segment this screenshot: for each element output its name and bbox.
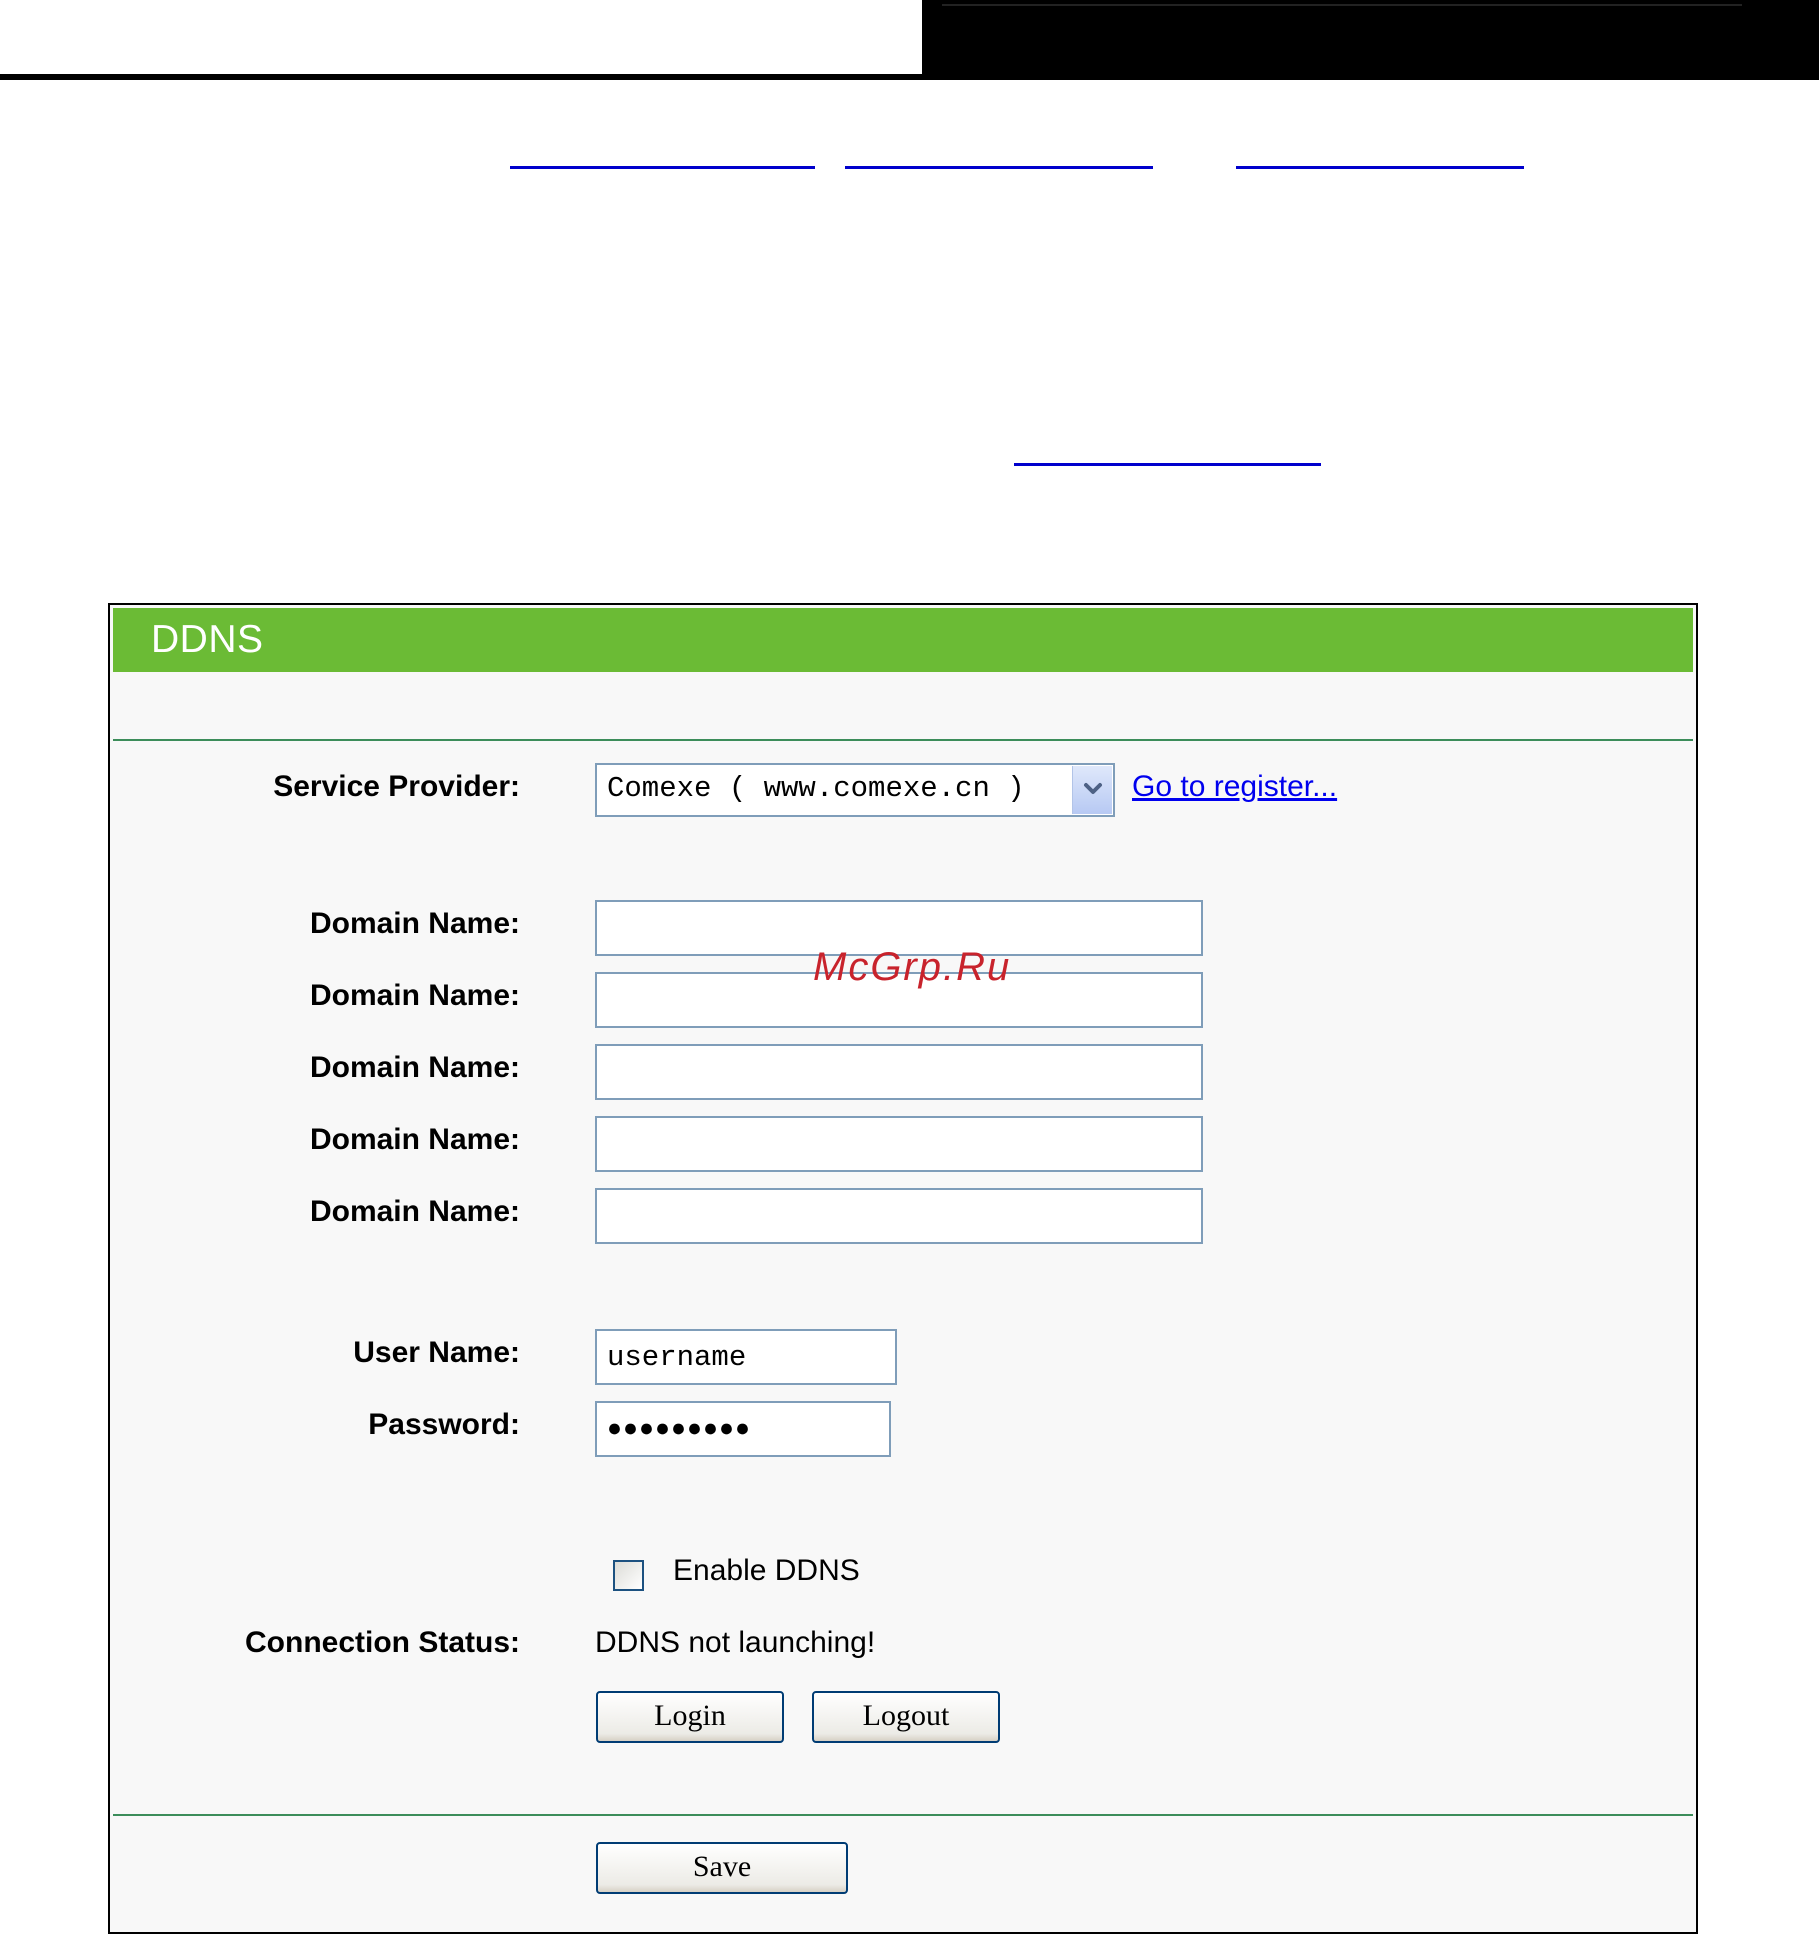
domain-name-label-5: Domain Name: [309,1195,520,1228]
link-underline-2 [845,166,1153,169]
logout-button[interactable]: Logout [812,1691,1000,1743]
domain-name-input-2[interactable] [595,972,1203,1028]
panel-top-divider [113,739,1693,741]
domain-name-input-1[interactable] [595,900,1203,956]
panel-bottom-divider [113,1814,1693,1816]
watermark-text: McGrp.Ru [813,945,1012,989]
user-name-label: User Name: [353,1336,520,1369]
domain-name-label-3: Domain Name: [309,1051,520,1084]
password-input[interactable] [595,1401,891,1457]
panel-title-bar [113,608,1693,672]
user-name-input[interactable] [595,1329,897,1385]
header-inner-line [942,4,1742,6]
save-button[interactable]: Save [596,1842,848,1894]
header-rule [0,74,922,80]
password-label: Password: [368,1408,520,1441]
service-provider-value: Comexe ( www.comexe.cn ) [607,772,1025,805]
go-to-register-link[interactable]: Go to register... [1132,770,1338,803]
domain-name-input-5[interactable] [595,1188,1203,1244]
enable-ddns-checkbox[interactable] [613,1560,644,1591]
domain-name-input-3[interactable] [595,1044,1203,1100]
enable-ddns-label: Enable DDNS [673,1554,860,1587]
ddns-panel [108,603,1698,1934]
domain-name-label-2: Domain Name: [309,979,520,1012]
connection-status-value: DDNS not launching! [595,1626,876,1659]
chevron-down-icon [1083,781,1103,797]
link-underline-3 [1236,166,1524,169]
domain-name-input-4[interactable] [595,1116,1203,1172]
panel-title: DDNS [151,618,264,661]
service-provider-label: Service Provider: [273,770,520,803]
domain-name-label-4: Domain Name: [309,1123,520,1156]
link-underline-1 [510,166,815,169]
link-underline-4 [1014,463,1321,466]
connection-status-label: Connection Status: [245,1626,520,1659]
login-button[interactable]: Login [596,1691,784,1743]
domain-name-label-1: Domain Name: [309,907,520,940]
dropdown-button[interactable] [1072,766,1112,814]
service-provider-select[interactable] [595,763,1115,817]
header-black-block [922,0,1819,80]
